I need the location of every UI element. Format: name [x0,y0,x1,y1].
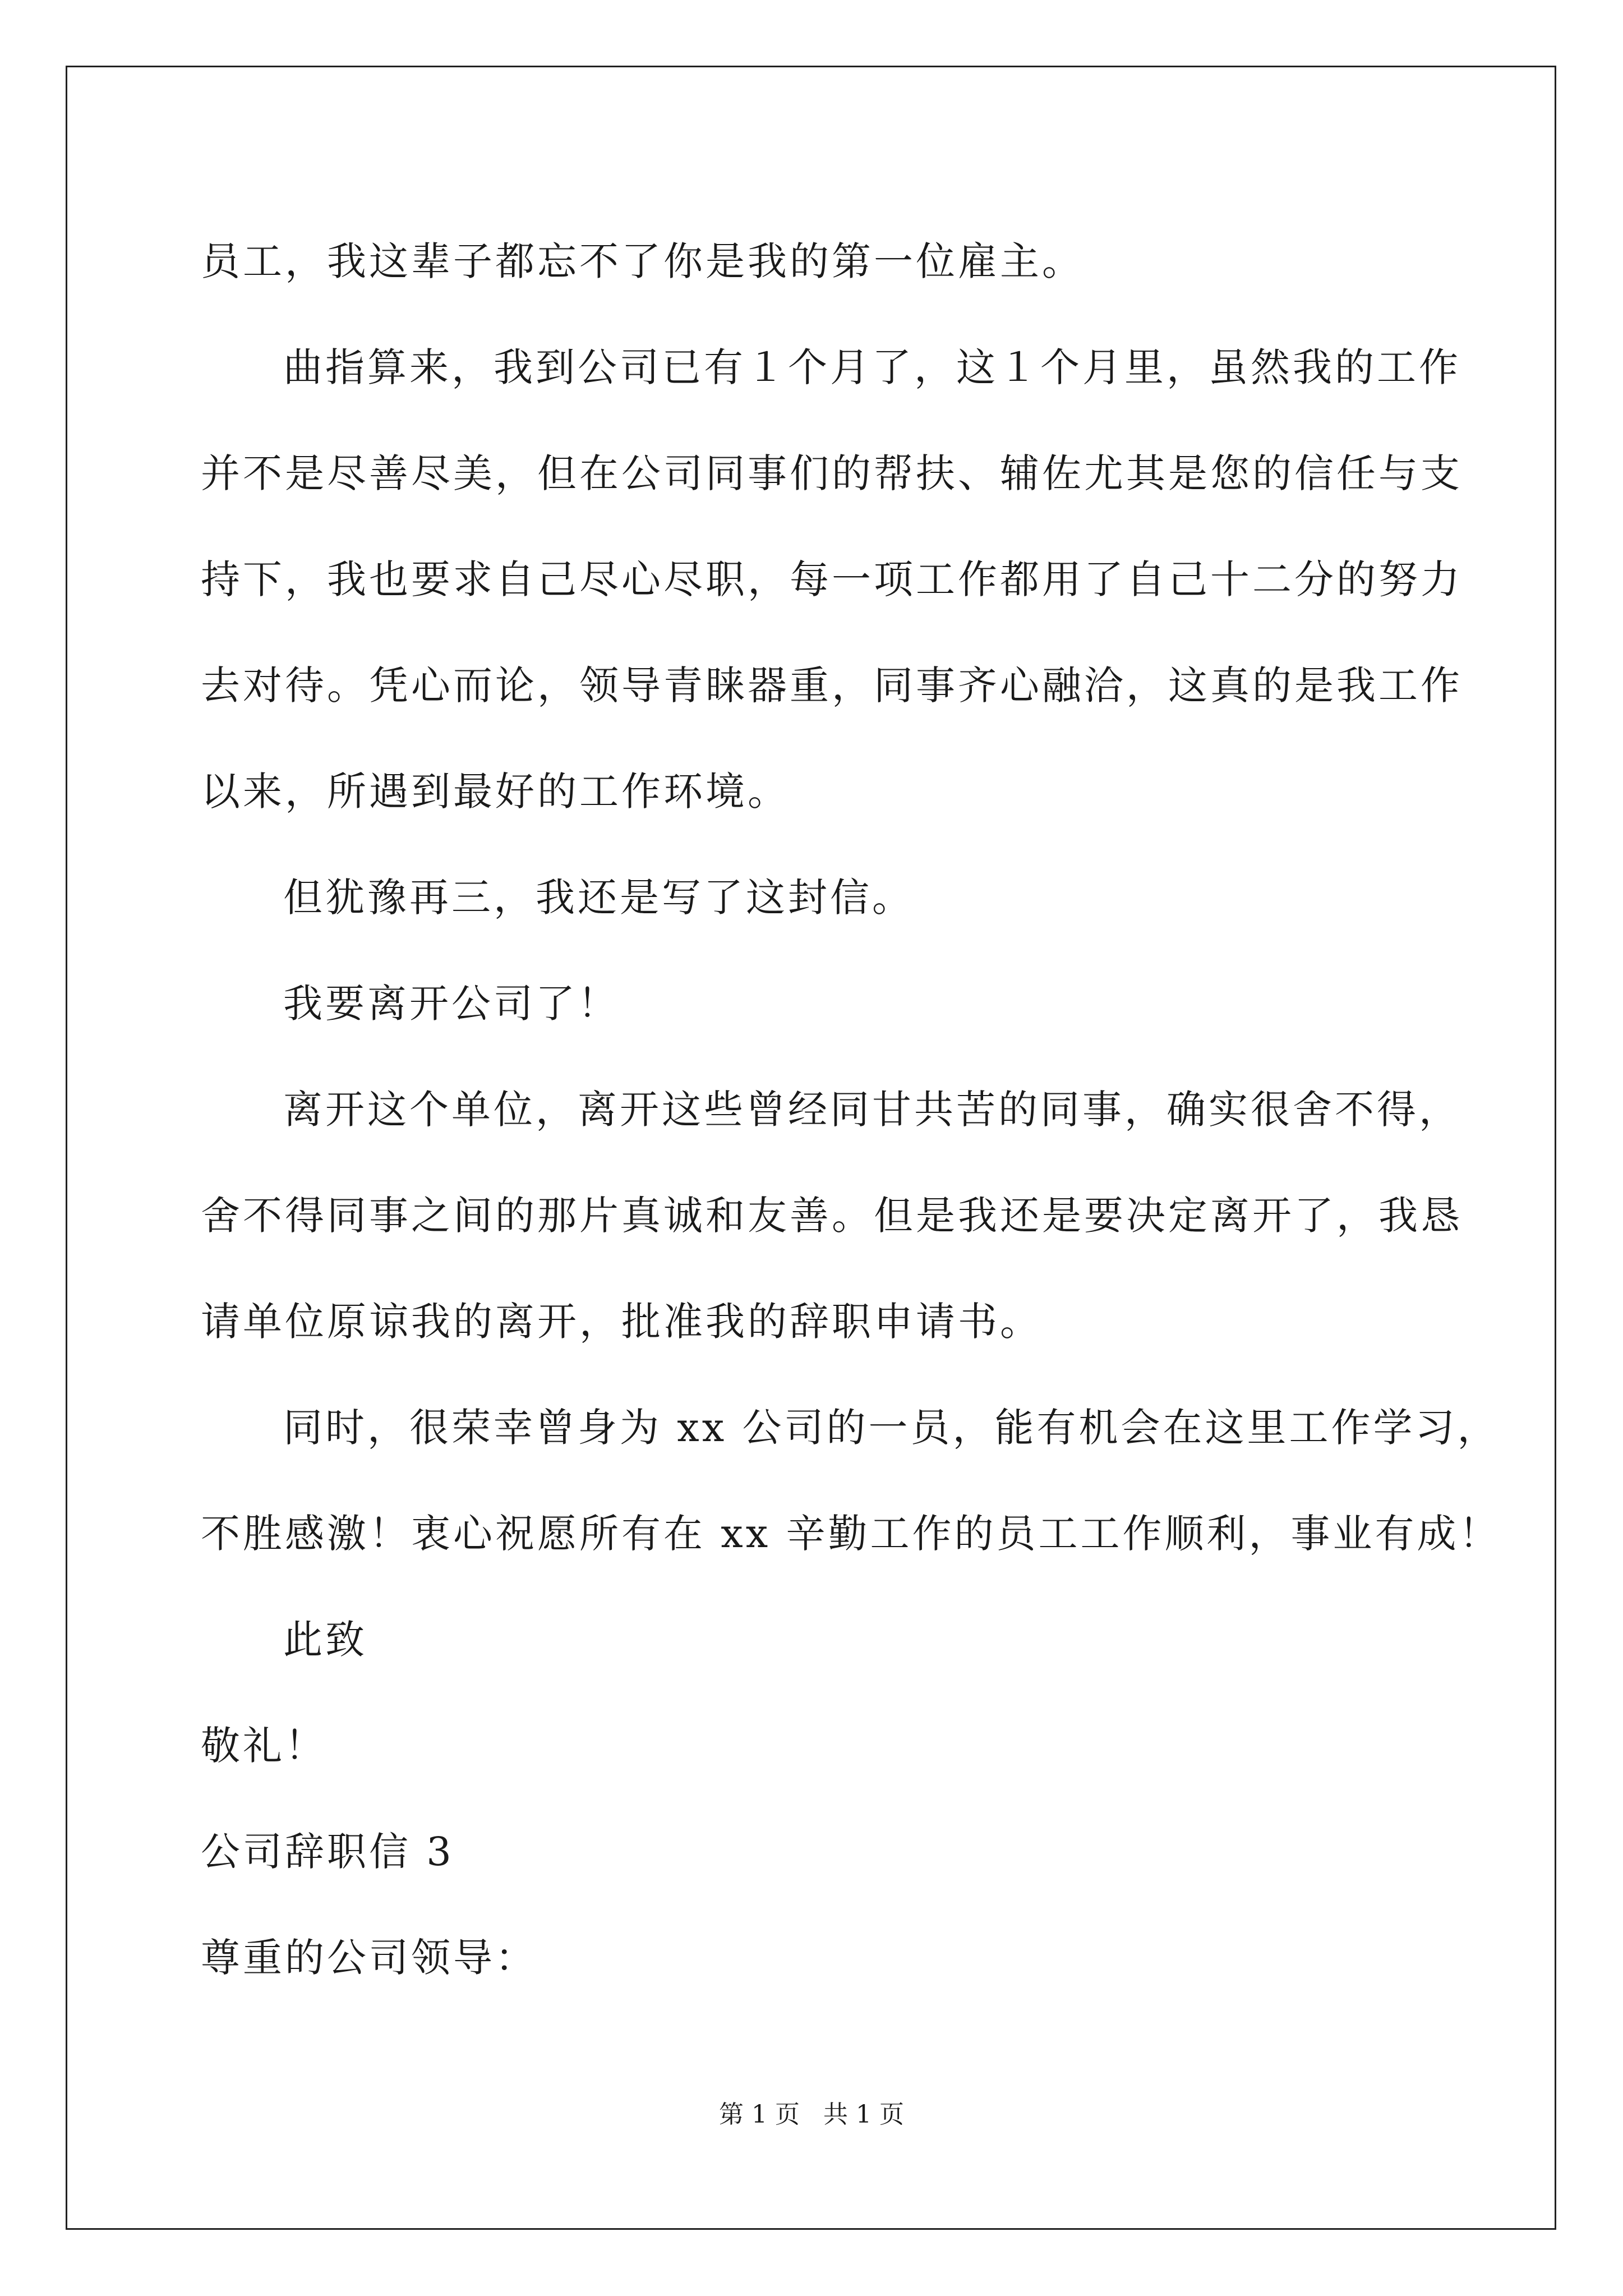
text-line: 持下，我也要求自己尽心尽职，每一项工作都用了自己十二分的努力 [201,556,1463,602]
section-heading: 公司辞职信 3 [201,1829,454,1875]
text-line: 我要离开公司了！ [283,981,620,1027]
closing-regards: 敬礼！ [201,1723,327,1769]
text-line: 去对待。凭心而论，领导青睐器重，同事齐心融洽，这真的是我工作 [201,662,1463,708]
text-line: 离开这个单位，离开这些曾经同甘共苦的同事，确实很舍不得， [283,1087,1461,1133]
text-line: 曲指算来，我到公司已有１个月了，这１个月里，虽然我的工作 [283,344,1461,390]
greeting-line: 尊重的公司领导： [201,1935,537,1981]
text-line: 舍不得同事之间的那片真诚和友善。但是我还是要决定离开了，我恳 [201,1193,1463,1239]
text-line: 以来，所遇到最好的工作环境。 [201,769,790,815]
document-body [201,209,1501,2011]
text-line: 不胜感激！衷心祝愿所有在 xx 辛勤工作的员工工作顺利，事业有成！ [201,1511,1501,1557]
page-footer: 第 1 页 共 1 页 [719,2100,904,2129]
text-line: 请单位原谅我的离开，批准我的辞职申请书。 [201,1299,1042,1345]
text-line: 但犹豫再三，我还是写了这封信。 [283,875,914,921]
text-line: 同时，很荣幸曾身为 xx 公司的一员，能有机会在这里工作学习， [283,1405,1500,1451]
closing-salutation: 此致 [283,1617,367,1663]
text-line: 员工，我这辈子都忘不了你是我的第一位雇主。 [201,238,1084,284]
text-line: 并不是尽善尽美，但在公司同事们的帮扶、辅佐尤其是您的信任与支 [201,450,1463,496]
